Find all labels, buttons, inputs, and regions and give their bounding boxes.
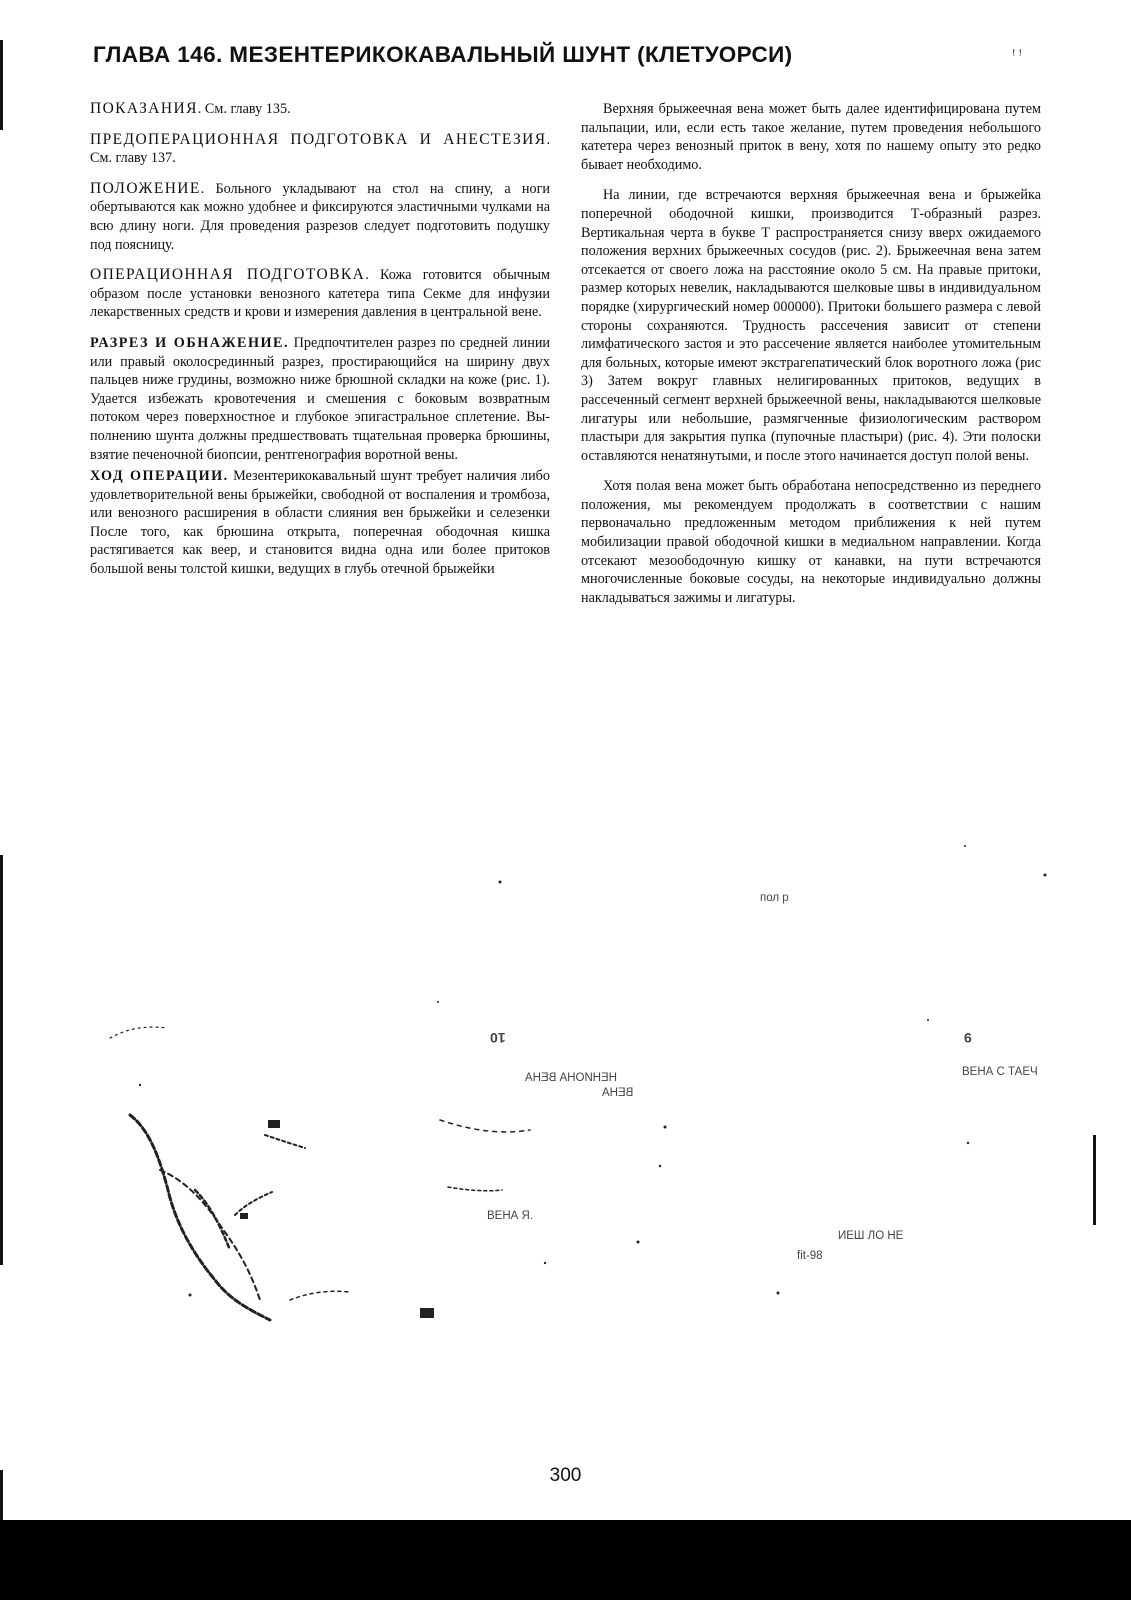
ink-speck	[664, 1126, 667, 1129]
figure-label: ИЕШ ЛО НЕ	[838, 1230, 904, 1242]
right-paragraph-2: На линии, где встречаются верхняя брыжеечная вена и брыжейка поперечной ободочной кишки, производится Т-образный разрез. Вертикальная черта в букве Т распространяется снизу вверх ожидаемого положения верхних брыжеечных сосудов (рис. 2). Брыжеечная вена затем отсекается от своего ложа на расстояние около 5 см. На правые притоки, размер которых невелик, накладываются шелковые швы в индивидуальном порядке (хирургический номер 000000). Притоки большего размера с левой стороны сохраняются. Трудность рассечения зависит от степени лимфатического застоя и это рассечение является наиболее утомительным для больных, которые имеют экстрагепатический блок воротного ложа (рис 3) Затем вокруг главных нелигированных притоков, ведущих в рассеченный сегмент верхней брыжеечной вены, накладываются шелковые лигатуры или небольшие, размягченные физиологическим раствором пластыри для закрытия пупка (пупочные пластыри) (рис. 4). Эти полоски оставляются ненатянутыми, и после этого начинается доступ полой вены.	[581, 187, 1041, 464]
ink-blot	[240, 1213, 248, 1219]
vessel-stroke	[160, 1170, 260, 1300]
vessel-stroke	[110, 1027, 168, 1038]
figure-label: ВЕНА Я.	[487, 1210, 534, 1222]
ink-speck	[499, 881, 502, 884]
figure-label: fit-98	[797, 1250, 823, 1262]
course-text: Мезентерикокавальный шунт требует наличия либо удовлетворительной вены брыжейки, свободной от воспаления и тромбоза, или венозного расширения в области слияния вен брыжейки и селезенки После того, как брюшина открыта, поперечная ободочная кишка растягивается как веер, и становится видна одна или более притоков большой вены толстой кишки, ведущих в глубь отечной брыжейки	[90, 468, 550, 578]
figure-label: НЕНИОНА ВЕНА	[525, 1072, 617, 1084]
ink-speck	[967, 1142, 969, 1144]
ink-speck	[637, 1241, 640, 1244]
incision-heading: РАЗРЕЗ И ОБНАЖЕНИЕ.	[90, 334, 290, 351]
vessel-stroke	[265, 1135, 305, 1148]
scan-bottom-bar	[0, 1520, 1131, 1600]
preop-heading: ПРЕДОПЕРАЦИОННАЯ ПОДГОТОВКА И АНЕСТЕЗИЯ	[90, 130, 547, 148]
figure-number-label: 9	[964, 1030, 972, 1046]
opprep-paragraph	[90, 266, 550, 322]
indications-paragraph	[90, 100, 550, 119]
ink-blot	[420, 1308, 434, 1318]
left-column	[90, 100, 550, 591]
indications-text: . См. главу 135.	[197, 101, 291, 117]
figure-number-label: 10	[490, 1030, 506, 1046]
incision-text: Предпочтителен разрез по средней линии или правый околосрединный разрез, простирающийся на ширину двух пальцев ниже грудины, возможно ниже брюшной складки на коже (рис. 1). Удается избежать кровотечения и смешения с боковым возвратным потоком через поверхностное и глубокое эпигастральное сплетение. Выполнению шунта должны предшествовать тщательная проверка брюшины, взятие печеночной биопсии, рентгенография воротной вены.	[90, 334, 551, 463]
figure-label: пол р	[760, 892, 789, 904]
vessel-stroke	[440, 1120, 530, 1132]
preop-text: . См. главу 137.	[90, 131, 550, 167]
vessel-stroke	[448, 1187, 502, 1191]
ink-speck	[659, 1165, 661, 1167]
incision-paragraph	[90, 334, 550, 464]
title-corner-mark: ꜝ ꜝ	[1012, 50, 1023, 64]
position-text: . Больного укладывают на стол на спину, а ноги обертываются как можно удобнее и фиксируются эластичными чулками на всю длину ноги. Для проведения разрезов следует подготовить подушку под поясницу.	[90, 180, 550, 253]
ink-speck	[1044, 874, 1047, 877]
opprep-heading: ОПЕРАЦИОННАЯ ПОДГОТОВКА	[90, 266, 366, 284]
course-paragraph	[90, 467, 550, 579]
scan-edge-mark	[0, 1470, 3, 1520]
surgical-illustration	[0, 830, 1131, 1390]
ink-speck	[927, 1019, 929, 1021]
chapter-title: ГЛАВА 146. МЕЗЕНТЕРИКОКАВАЛЬНЫЙ ШУНТ (КЛЕТУОРСИ)	[93, 42, 793, 67]
figure-label: ВЕНА	[602, 1087, 634, 1099]
ink-speck	[777, 1292, 780, 1295]
figure-label: ВЕНА С ТАЕЧ	[962, 1066, 1038, 1078]
right-paragraph-3: Хотя полая вена может быть обработана непосредственно из переднего положения, мы рекомендуем продолжать в соответствии с нашим первоначально предложенным методом приближения к ней путем мобилизации правой ободочной кишки в медиальном направлении. Когда отсекают мезоободочную кишку от канавки, на пути встречаются многочисленные боковые сосуды, на некоторые индивидуально должны накладываться зажимы и лигатуры.	[581, 478, 1041, 606]
course-heading: ХОД ОПЕРАЦИИ.	[90, 468, 229, 485]
ink-speck	[437, 1001, 439, 1003]
ink-speck	[139, 1084, 141, 1086]
position-heading: ПОЛОЖЕНИЕ	[90, 179, 201, 197]
right-paragraph-1: Верхняя брыжеечная вена может быть далее идентифицирована путем пальпации, или, если есть такое желание, путем проведения небольшого катетера через венозный приток в вену, хотя по нашему опыту это редко бывает необходимо.	[581, 101, 1041, 173]
indications-heading: ПОКАЗАНИЯ	[90, 100, 198, 117]
ink-speck	[189, 1294, 192, 1297]
scan-edge-mark	[1093, 1135, 1096, 1225]
right-column	[581, 100, 1041, 619]
opprep-text: . Кожа готовится обычным образом после установки венозного катетера типа Секме для инфузии лекарственных средств и крови и измерения давления в центральной вене.	[90, 267, 550, 321]
vessel-stroke	[130, 1115, 270, 1320]
position-paragraph	[90, 180, 550, 254]
ink-speck	[544, 1262, 546, 1264]
illustration-drawing	[0, 830, 1131, 1390]
preop-paragraph	[90, 131, 550, 168]
ink-blot	[268, 1120, 280, 1128]
vessel-stroke	[235, 1192, 272, 1215]
scan-edge-mark	[0, 855, 3, 1265]
scan-edge-mark	[0, 40, 3, 130]
vessel-stroke	[290, 1291, 350, 1300]
ink-speck	[964, 845, 966, 847]
page-number: 300	[549, 1465, 582, 1486]
